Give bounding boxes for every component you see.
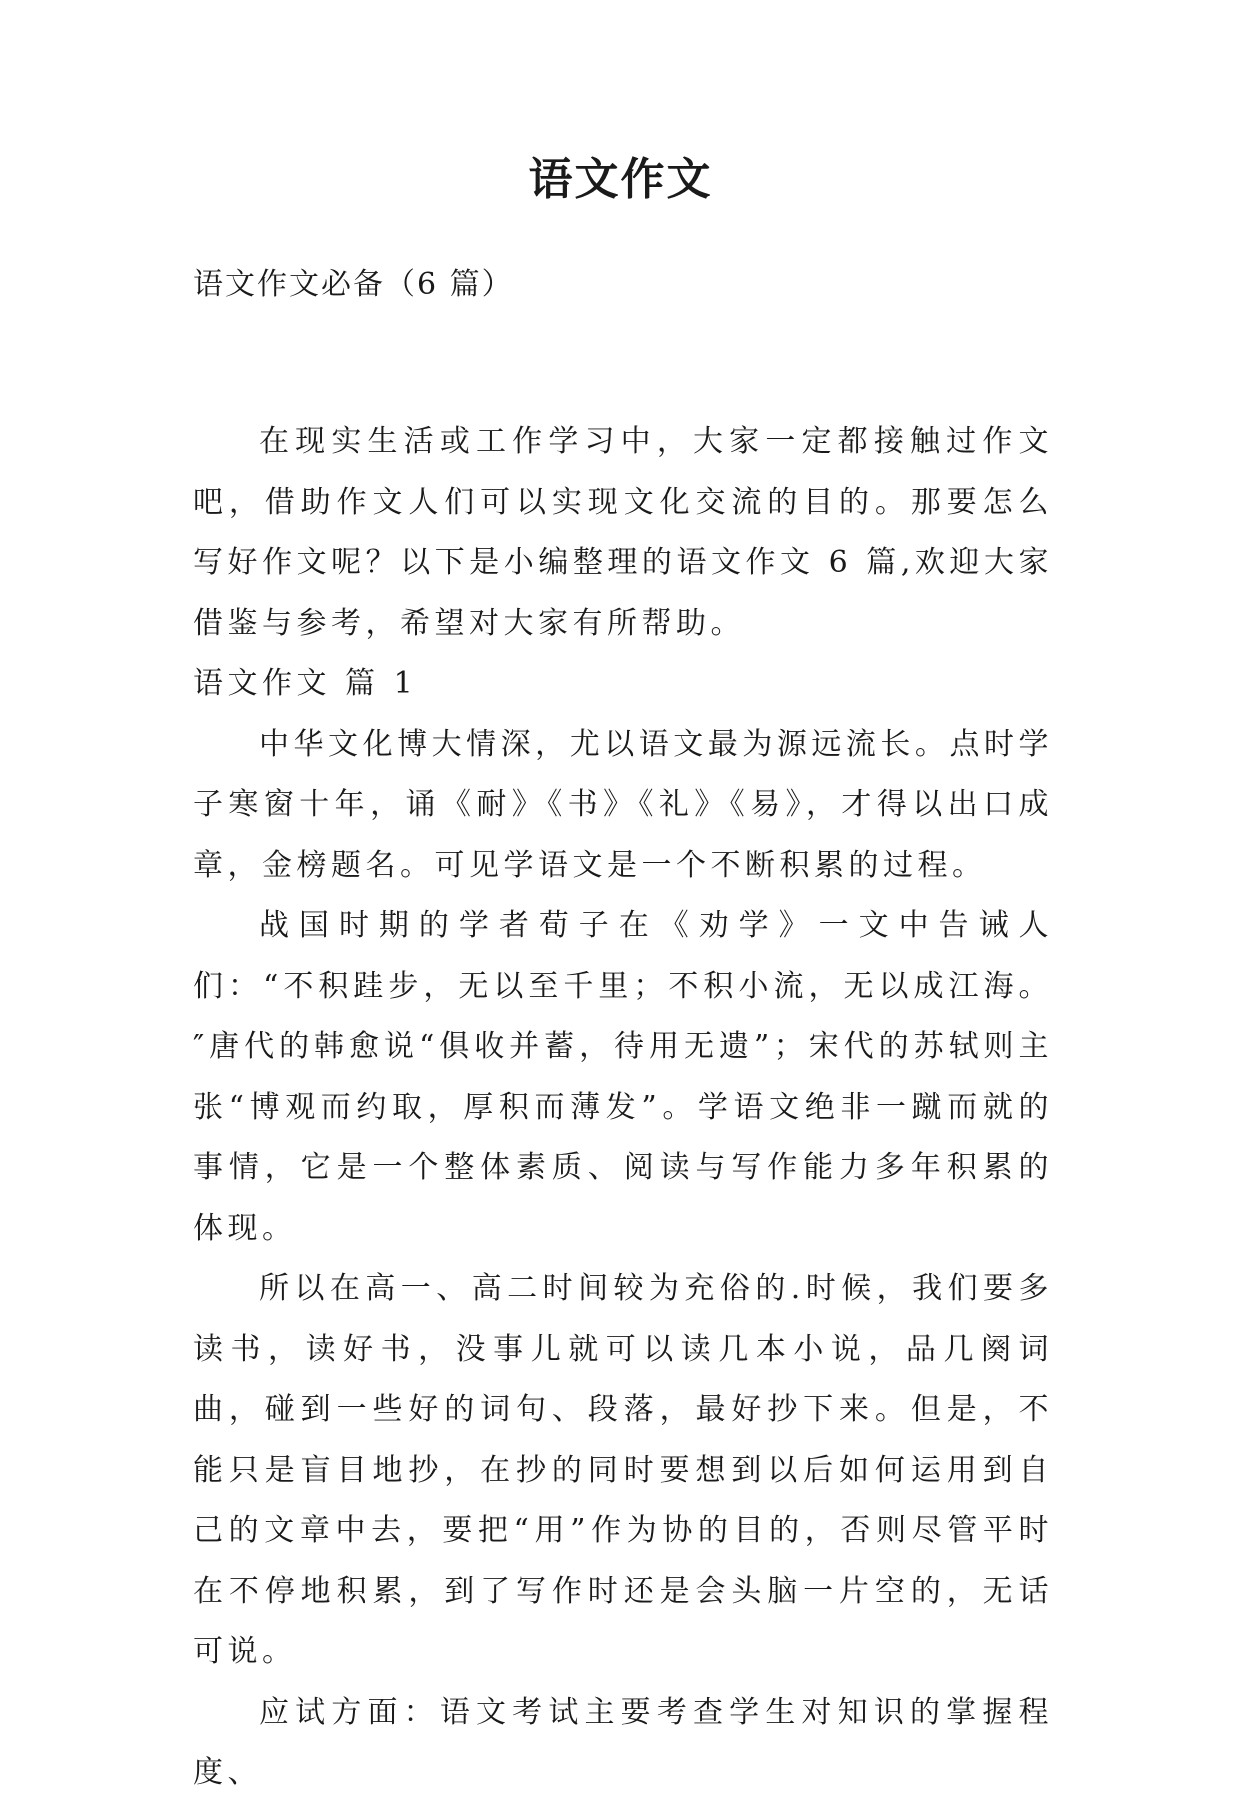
document-subtitle: 语文作文必备（6 篇）: [193, 267, 514, 302]
intro-paragraph: 在现实生活或工作学习中，大家一定都接触过作文吧，借助作文人们可以实现文化交流的目的。那要怎么写好作文呢？以下是小编整理的语文作文 6 篇,欢迎大家借鉴与参考，希望对大家有所帮助。: [193, 424, 1053, 641]
section-heading: 语文作文 篇 1: [193, 666, 418, 701]
document-body: [193, 412, 1053, 1804]
body-paragraph: 应试方面：语文考试主要考查学生对知识的掌握程度、: [193, 1694, 1053, 1790]
body-paragraph: 战国时期的学者荀子在《劝学》一文中告诫人们：“不积跬步，无以至千里；不积小流，无以成江海。″唐代的韩愈说“俱收并蓄，待用无遗”；宋代的苏轼则主张“博观而约取，厚积而薄发”。学语文绝非一蹴而就的事情，它是一个整体素质、阅读与写作能力多年积累的体现。: [193, 908, 1053, 1246]
document-title: 语文作文: [528, 154, 713, 205]
body-paragraph: 所以在高一、高二时间较为充俗的.时候，我们要多读书，读好书，没事儿就可以读几本小说，品几阕词曲，碰到一些好的词句、段落，最好抄下来。但是，不能只是盲目地抄，在抄的同时要想到以后如何运用到自己的文章中去，要把“用”作为协的目的，否则尽管平时在不停地积累，到了写作时还是会头脑一片空的，无话可说。: [193, 1271, 1053, 1669]
body-paragraph: 中华文化博大情深，尤以语文最为源远流长。点时学子寒窗十年，诵《耐》《书》《礼》《易》，才得以出口成章，金榜题名。可见学语文是一个不断积累的过程。: [193, 726, 1053, 883]
